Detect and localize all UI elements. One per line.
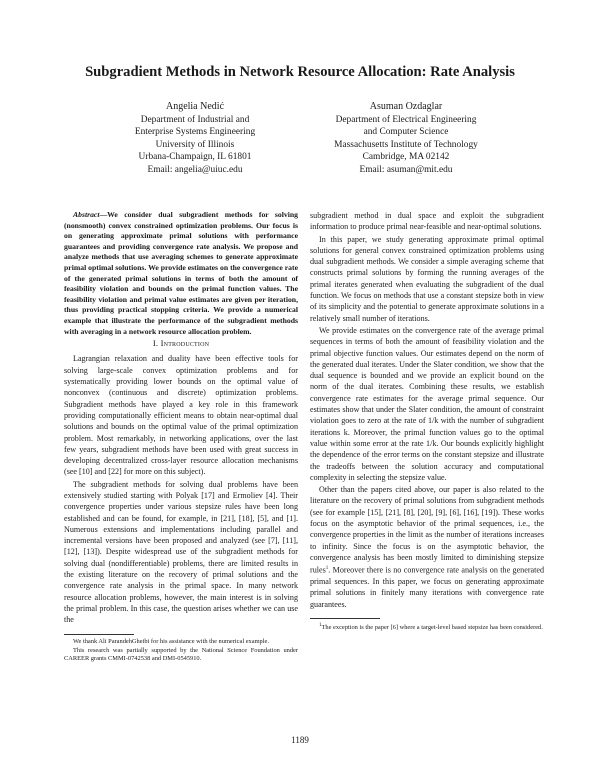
body-paragraph: We provide estimates on the convergence rate of the average primal sequences in terms of both the amount of feasibility violation and the primal objective function values. Our estimates depend on the norm of the generated dual iterates. Under the Slater condition, we show that the dual sequence is bounded and we provide an explicit bound on the norm of the dual iterates. Combining these results, we establish convergence rate estimates for the average primal sequence. Our estimates show that under the Slater condition, the amount of constraint violation goes to zero at the rate of 1/k with the number of subgradient iterations k. Moreover, the primal function values go to the optimal value within some error at the rate 1/k. Our bounds explicitly highlight the dependence of the error terms on the constant stepsize and illustrate the tradeoffs between the solution accuracy and computational complexity in selecting the stepsize value.	[310, 325, 544, 482]
footnote-marker: 1	[325, 566, 329, 572]
body-paragraph-continued: subgradient method in dual space and exploit the subgradient information to produce primal near-feasible and near-optimal solutions.	[310, 211, 544, 232]
paper-title: Subgradient Methods in Network Resource Allocation: Rate Analysis	[85, 64, 515, 80]
section-title: Introduction	[160, 338, 210, 349]
author-affiliation-line: Cambridge, MA 02142	[362, 152, 450, 163]
author-affiliation-line: Massachusetts Institute of Technology	[334, 139, 478, 150]
author-affiliation-line: and Computer Science	[363, 127, 449, 138]
footnote-text: The exception is the paper [6] where a target-level based stepsize has been considered.	[321, 624, 543, 632]
body-paragraph: In this paper, we study generating approximate primal optimal solutions for general convex constrained optimization problems using dual subgradient methods. We consider a simple averaging scheme that constructs primal solutions by forming the running averages of the primal iterates generated when evaluating the subgradient of the dual function. We focus on methods that use a constant stepsize both in view of its simplicity and the potential to generate approximate solutions in a relatively small number of iterations.	[310, 234, 544, 323]
footnote	[310, 622, 544, 632]
funding-footnote: This research was partially supported by the National Science Foundation under CAREER grants CMMI-0742538 and DMI-0545910.	[64, 646, 298, 662]
author-name: Angelia Nedić	[165, 101, 225, 112]
acknowledgment-footnote: We thank Ali ParandehGheibi for his assistance with the numerical example.	[73, 637, 269, 645]
author-affiliation-line: Urbana-Champaign, IL 61801	[138, 152, 252, 163]
abstract-text: We consider dual subgradient methods for solving (nonsmooth) convex constrained optimization problems. Our focus is on generating approximate primal solutions with performance guarantees and providing convergence rate analysis. We propose and analyze methods that use averaging schemes to generate approximate primal optimal solutions. We provide estimates on the convergence rate of the generated primal solutions in terms of both the amount of feasibility violation and bounds on the primal function values. The feasibility violation and primal value estimates are given per iteration, thus providing practical stopping criteria. We provide a numerical example that illustrate the performance of the subgradient methods with averaging in a network resource allocation problem.	[64, 210, 298, 336]
author-affiliation-line: Department of Industrial and	[140, 114, 250, 125]
author-email: Email: angelia@uiuc.edu	[147, 164, 243, 175]
body-paragraph: Other than the papers cited above, our paper is also related to the literature on the recovery of primal solutions from subgradient methods (see for example [15], [21], [8], [20], [9], [6], [16], [19]). These works focus on the asymptotic behavior of the primal sequences, i.e., the convergence properties in the limit as the number of iterations increases to infinity. Since the focus is on the asymptotic behavior, the convergence analysis has been mostly limited to diminishing stepsize rules$^1$. Moreover there is no convergence rate analysis on the generated primal sequences. In this paper, we focus on generating approximate primal solutions in finitely many iterations with convergence rate guarantees.	[310, 485, 544, 609]
author-block-nedic	[85, 101, 305, 177]
body-paragraph: Lagrangian relaxation and duality have been effective tools for solving large-scale convex optimization problems and for systematically providing lower bounds on the optimal value of nonconvex (continuous and discrete) optimization problems. Subgradient methods have played a key role in this framework providing computationally efficient means to obtain near-optimal dual solutions and bounds on the optimal value of the primal optimization problem. Most remarkably, in networking applications, over the last few years, subgradient methods have been used with great success in developing decentralized cross-layer resource allocation mechanisms (see [10] and [22] for more on this subject).	[64, 354, 298, 477]
section-number: I.	[152, 338, 159, 349]
left-column	[64, 210, 298, 664]
author-affiliation-line: Enterprise Systems Engineering	[134, 127, 256, 138]
paragraph-text: Other than the papers cited above, our paper is also related to the literature on the recovery of primal solutions from subgradient methods (see for example [15], [21], [8], [20], [9], [6], [16], [19]). These works focus on the asymptotic behavior of the primal sequences, i.e., the convergence properties in the limit as the number of iterations increases to infinity. Since the focus is on the asymptotic behavior, the convergence analysis has been mostly limited to diminishing stepsize rules	[310, 485, 544, 575]
abstract-label: Abstract	[73, 210, 100, 219]
author-name: Asuman Ozdaglar	[369, 101, 443, 112]
author-affiliation-line: Department of Electrical Engineering	[335, 114, 477, 125]
right-column	[310, 210, 544, 633]
footnote-divider	[310, 618, 380, 619]
author-email: Email: asuman@mit.edu	[359, 164, 453, 175]
page-number: 1189	[291, 735, 309, 745]
footnote-divider	[64, 634, 134, 635]
abstract	[64, 210, 298, 337]
body-paragraph: The subgradient methods for solving dual problems have been extensively studied starting with Polyak [17] and Ermoliev [4]. Their convergence properties under various stepsize rules have been long established and can be found, for example, in [21], [18], [5], and [1]. Numerous extensions and implementations including parallel and incremental versions have been proposed and analyzed (see [7], [11], [12], [13]). Despite widespread use of the subgradient methods for solving dual (nondifferentiable) problems, there are limited results in the existing literature on the recovery of primal solutions and the convergence rate analysis in the primal space. In many network resource allocation problems, however, the main interest is in solving the primal problem. In this case, the question arises whether we can use the	[64, 479, 298, 625]
author-affiliation-line: University of Illinois	[155, 139, 235, 150]
section-heading	[64, 338, 298, 349]
author-block-ozdaglar	[296, 101, 516, 177]
footnote-number: 1	[319, 623, 322, 629]
paragraph-text: Moreover there is no convergence rate analysis on the generated primal sequences. In this paper, we focus on generating approximate primal solutions in finitely many iterations with convergence rate guarantees.	[310, 565, 544, 609]
abstract-dash: —	[99, 210, 108, 219]
